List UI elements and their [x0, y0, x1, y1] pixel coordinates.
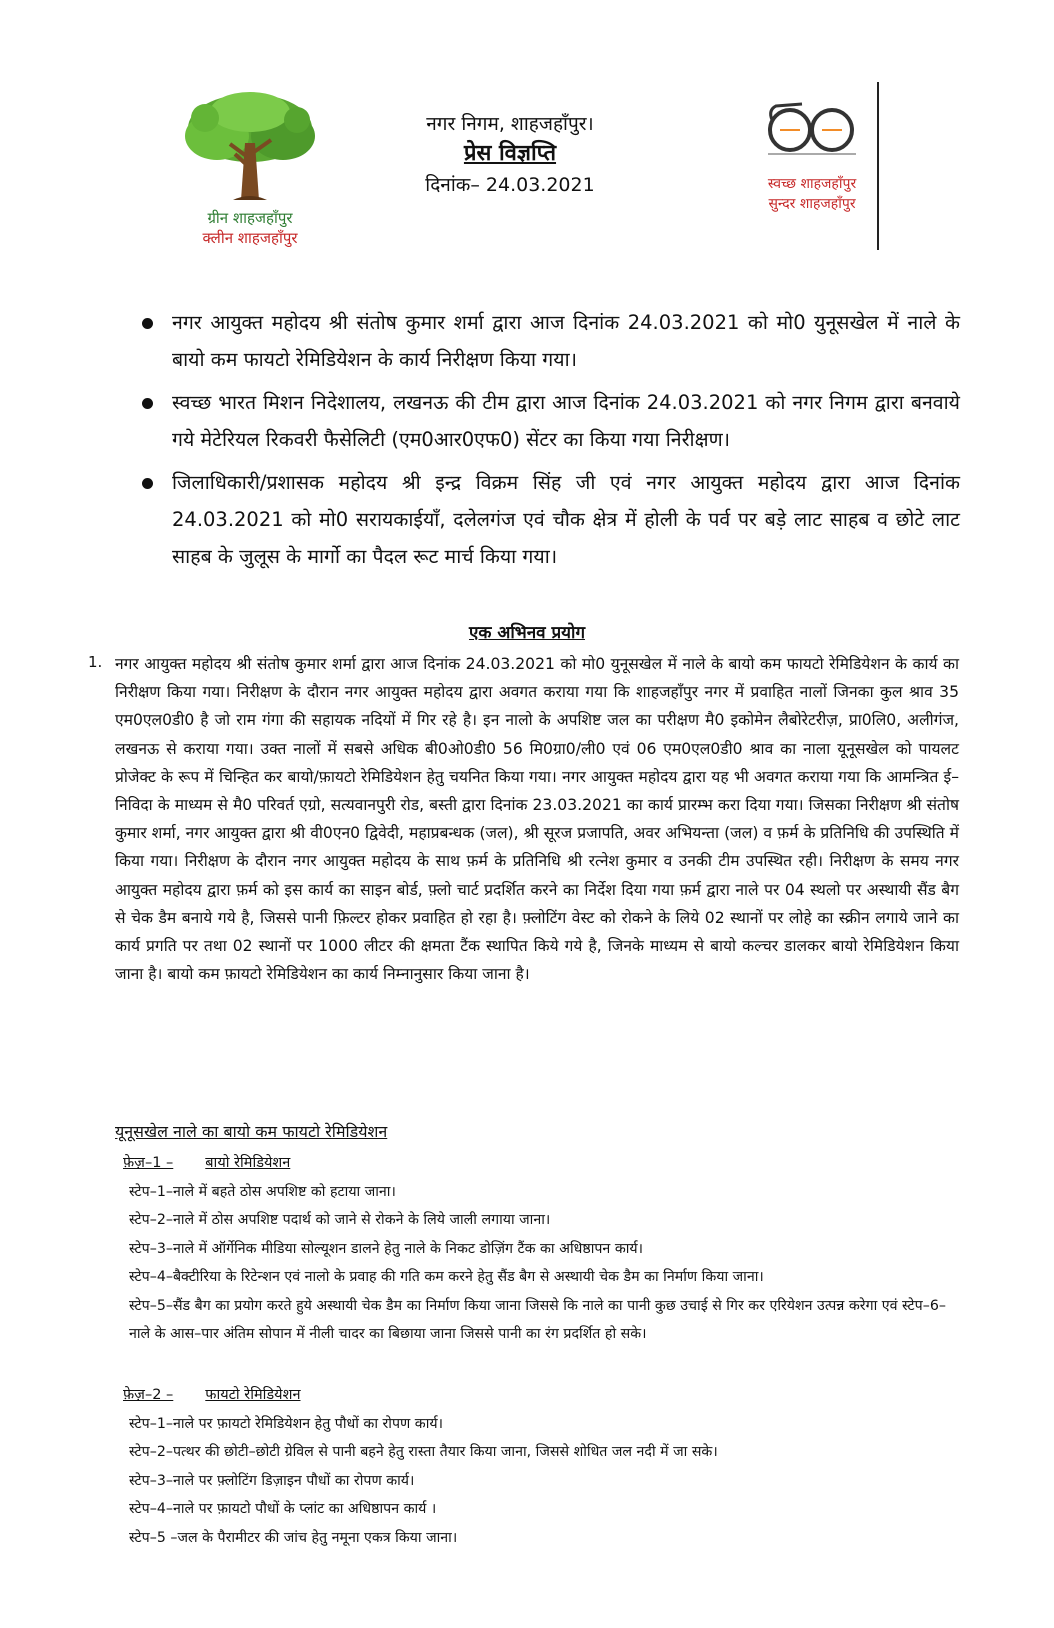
bullet-text: नगर आयुक्त महोदय श्री संतोष कुमार शर्मा द्वारा आज दिनांक 24.03.2021 को मो0 युनूसखेल में नाले के बायो कम फायटो रेमिडियेशन के कार्य निरीक्षण किया गया। — [172, 311, 960, 371]
bullet-dot-icon — [142, 478, 153, 489]
main-paragraph: नगर आयुक्त महोदय श्री संतोष कुमार शर्मा द्वारा आज दिनांक 24.03.2021 को मो0 युनूसखेल में नाले के बायो कम फायटो रेमिडियेशन के कार्य का निरीक्षण किया गया। निरीक्षण के दौरान नगर आयुक्त महोदय द्वारा अवगत कराया गया कि शाहजहाँपुर नगर में प्रवाहित नालों जिनका कुल श्राव 35 एम0एल0डी0 है जो राम गंगा की सहायक नदियों में गिर रहे है। इन नालो के अपशिष्ट जल का परीक्षण मै0 इकोमेन लैबोरेटरीज़, प्रा0लि0, अलीगंज, लखनऊ से कराया गया। उक्त नालों में सबसे अधिक बी0ओ0डी0 56 मि0ग्रा0/ली0 एवं 06 एम0एल0डी0 श्राव का नाला यूनूसखेल को पायलट प्रोजेक्ट के रूप में चिन्हित कर बायो/फ़ायटो रेमिडियेशन हेतु चयनित किया गया। नगर आयुक्त महोदय द्वारा यह भी अवगत कराया गया कि आमन्त्रित ई–निविदा के माध्यम से मै0 परिवर्त एग्रो, सत्यवानपुरी रोड, बस्ती द्वारा दिनांक 23.03.2021 का कार्य प्रारम्भ करा दिया गया। जिसका निरीक्षण श्री संतोष कुमार शर्मा, नगर आयुक्त द्वारा श्री वी0एन0 द्विवेदी, महाप्रबन्धक (जल), श्री सूरज प्रजापति, अवर अभियन्ता (जल) व फ़र्म के प्रतिनिधि की उपस्थिति में किया गया। निरीक्षण के दौरान नगर आयुक्त महोदय के साथ फ़र्म के प्रतिनिधि श्री रत्नेश कुमार व उनकी टीम उपस्थित रही। निरीक्षण के समय नगर आयुक्त महोदय द्वारा फ़र्म को इस कार्य का साइन बोर्ड, फ़्लो चार्ट प्रदर्शित करने का निर्देश दिया गया फ़र्म द्वारा नाले पर 04 स्थलो पर अस्थायी सैंड बैग से चेक डैम बनाये गये है, जिससे पानी फ़िल्टर होकर प्रवाहित हो रहा है। फ़्लोटिंग वेस्ट को रोकने के लिये 02 स्थानों पर लोहे का स्क्रीन लगाये जाने का कार्य प्रगति पर तथा 02 स्थानों पर 1000 लीटर की क्षमता टैंक स्थापित किये गये है, जिनके माध्यम से बायो कल्चर डालकर बायो रेमिडियेशन किया जाना है। बायो कम फ़ायटो रेमिडियेशन का कार्य निम्नानुसार किया जाना है। — [115, 655, 959, 984]
phase-2-step: स्टेप–2–पत्थर की छोटी–छोटी ग्रेविल से पानी बहने हेतु रास्ता तैयार किया जाना, जिससे शोधित जल नदी में जा सके। — [129, 1444, 718, 1460]
spectacles-icon — [762, 100, 862, 162]
bullet-list — [140, 304, 960, 581]
phase-2-heading — [123, 1384, 301, 1404]
header-center — [395, 110, 625, 200]
phase-label: फ़ेज़–1 – — [123, 1155, 174, 1171]
bullet-dot-icon — [142, 318, 153, 329]
bullet-dot-icon — [142, 398, 153, 409]
phase-1-step: स्टेप–5–सैंड बैग का प्रयोग करते हुये अस्थायी चेक डैम का निर्माण किया जाना जिससे कि नाले का पानी कुछ उचाई से गिर कर एरियेशन उत्पन्न करेगा एवं स्टेप–6– नाले के आस–पार अंतिम सोपान में नीली चादर का बिछाया जाना जिससे पानी का रंग प्रदर्शित हो सके। — [129, 1298, 946, 1343]
organization-name: नगर निगम, शाहजहाँपुर। — [426, 113, 594, 135]
page-title: प्रेस विज्ञप्ति — [463, 141, 557, 166]
bullet-item — [140, 464, 960, 575]
phase-name: बायो रेमिडियेशन — [205, 1155, 291, 1171]
phase-name: फायटो रेमिडियेशन — [205, 1387, 301, 1403]
section-title: एक अभिनव प्रयोग — [468, 623, 586, 643]
bullet-text: जिलाधिकारी/प्रशासक महोदय श्री इन्द्र विक्रम सिंह जी एवं नगर आयुक्त महोदय द्वारा आज दिनांक 24.03.2021 को मो0 सरायकाईयाँ, दलेलगंज एवं चौक क्षेत्र में होली के पर्व पर बड़े लाट साहब व छोटे लाट साहब के जुलूस के मार्गो का पैदल रूट मार्च किया गया। — [172, 471, 960, 568]
header-divider — [877, 82, 879, 250]
phase-2-step: स्टेप–5 –जल के पैरामीटर की जांच हेतु नमूना एकत्र किया जाना। — [129, 1530, 458, 1546]
phase-2-step: स्टेप–1–नाले पर फ़ायटो रेमिडियेशन हेतु पौधों का रोपण कार्य। — [129, 1416, 443, 1432]
release-date: दिनांक– 24.03.2021 — [425, 174, 595, 196]
phase-2-step: स्टेप–3–नाले पर फ़्लोटिंग डिज़ाइन पौधों का रोपण कार्य। — [129, 1473, 415, 1489]
phase-1-heading — [123, 1152, 290, 1172]
phase-label: फ़ेज़–2 – — [123, 1387, 174, 1403]
phase-1-step: स्टेप–1–नाले में बहते ठोस अपशिष्ट को हटाया जाना। — [129, 1184, 396, 1200]
swachh-bharat-logo — [752, 100, 872, 214]
paragraph-number: 1. — [88, 653, 103, 671]
tree-icon — [175, 88, 325, 206]
green-shahjahanpur-logo — [150, 88, 350, 258]
project-subtitle: यूनूसखेल नाले का बायो कम फायटो रेमिडियेशन — [115, 1122, 388, 1141]
phase-2-step: स्टेप–4–नाले पर फ़ायटो पौधों के प्लांट का अधिष्ठापन कार्य । — [129, 1501, 437, 1517]
bullet-text: स्वच्छ भारत मिशन निदेशालय, लखनऊ की टीम द्वारा आज दिनांक 24.03.2021 को नगर निगम द्वारा बनवाये गये मेटेरियल रिकवरी फैसेलिटी (एम0आर0एफ0) सेंटर का किया गया निरीक्षण। — [172, 391, 960, 451]
bullet-item — [140, 384, 960, 458]
phase-1-step: स्टेप–2–नाले में ठोस अपशिष्ट पदार्थ को जाने से रोकने के लिये जाली लगाया जाना। — [129, 1212, 551, 1228]
logo-right-line1: स्वच्छ शाहजहाँपुर — [767, 176, 857, 192]
logo-left-line2: क्लीन शाहजहाँपुर — [202, 229, 298, 247]
phase-1-step: स्टेप–4–बैक्टीरिया के रिटेन्शन एवं नालो के प्रवाह की गति कम करने हेतु सैंड बैग से अस्थायी चेक डैम का निर्माण किया जाना। — [129, 1269, 764, 1285]
phase-1-step: स्टेप–3–नाले में ऑर्गेनिक मीडिया सोल्यूशन डालने हेतु नाले के निकट डोज़िंग टैंक का अधिष्ठापन कार्य। — [129, 1241, 643, 1257]
logo-left-line1: ग्रीन शाहजहाँपुर — [207, 209, 293, 227]
logo-right-line2: सुन्दर शाहजहाँपुर — [768, 196, 856, 212]
bullet-item — [140, 304, 960, 378]
